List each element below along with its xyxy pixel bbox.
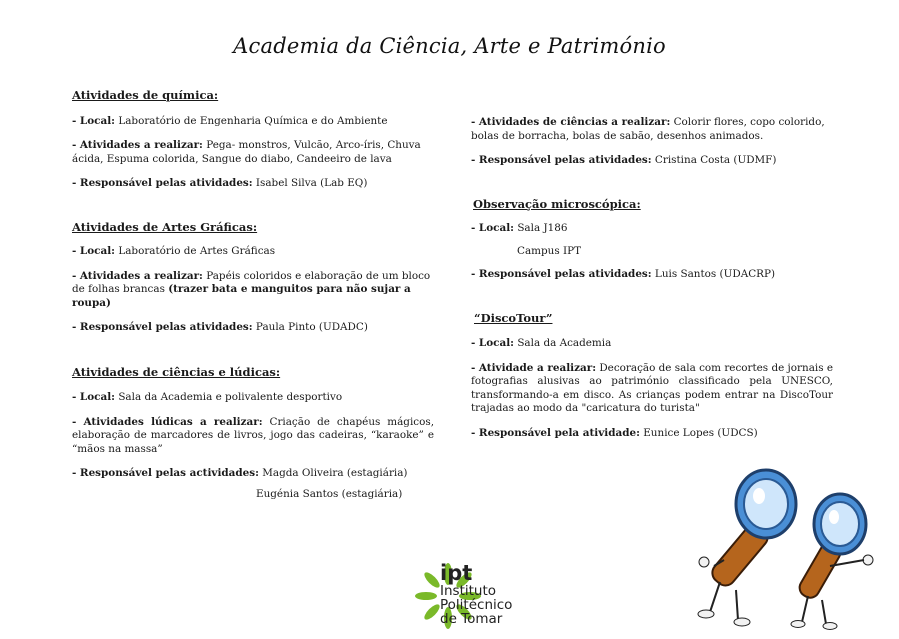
label: - Local: — [471, 222, 515, 234]
value: Pega- monstros, Vulcão, Arco-íris, Chuva ácida, Espuma colorida, Sangue do diabo, Candeeiro de lava — [72, 139, 421, 165]
value: Papéis coloridos e elaboração de um bloco de folhas brancas — [72, 269, 431, 295]
science-activities — [471, 116, 833, 143]
logo-line-1: Instituto — [440, 583, 497, 599]
label: - Atividade a realizar: — [471, 361, 597, 374]
sciences-ludic-responsible-2: Eugénia Santos (estagiária) — [256, 487, 403, 500]
value: Decoração de sala com recortes de jornais e fotografias alusivas ao património classificado pela UNESCO, transformando-a em disco. As crianças podem entrar na DiscoTour trajadas ao modo da "caricatura do turista" — [471, 361, 833, 414]
section-heading-graphic-arts: Atividades de Artes Gráficas: — [72, 219, 258, 234]
graphic-arts-responsible — [72, 321, 434, 335]
discotour-local — [471, 337, 833, 351]
label: - Responsável pela atividade: — [471, 426, 640, 439]
value: Criação de chapéus mágicos, elaboração de marcadores de livros, jogo das cadeiras, “karaoke” e “mãos na massa” — [72, 415, 434, 455]
value: Luis Santos (UDACRP) — [651, 268, 776, 280]
value: Paula Pinto (UDADC) — [252, 321, 368, 333]
right-column — [471, 116, 833, 440]
value: Laboratório de Engenharia Química e do Ambiente — [115, 114, 388, 127]
section-heading-discotour: “DiscoTour” — [474, 310, 553, 325]
sciences-ludic-local — [72, 391, 434, 405]
value: Cristina Costa (UDMF) — [651, 154, 777, 166]
section-heading-sciences-ludic: Atividades de ciências e lúdicas: — [72, 364, 281, 379]
value: Sala da Academia e polivalente desportivo — [115, 391, 343, 403]
label: - Local: — [471, 337, 515, 349]
value: Isabel Silva (Lab EQ) — [252, 177, 368, 189]
sciences-ludic-responsible — [72, 467, 434, 481]
chemistry-local — [72, 115, 434, 129]
label: - Responsável pelas actividades: — [72, 467, 259, 479]
chemistry-activities — [72, 139, 434, 166]
label: - Responsável pelas atividades: — [72, 321, 253, 333]
section-heading-chemistry: Atividades de química: — [72, 88, 219, 102]
value: Sala da Academia — [514, 337, 612, 349]
label: - Local: — [72, 391, 116, 403]
label: - Atividades de ciências a realizar: — [471, 116, 671, 128]
microscopy-responsible — [471, 268, 833, 282]
label: - Responsável pelas atividades: — [471, 268, 652, 280]
note: (trazer bata e manguitos para não sujar a roupa) — [72, 283, 411, 309]
value: Sala J186 — [514, 222, 568, 234]
label: - Atividades a realizar: — [72, 269, 203, 282]
sciences-ludic-activities — [72, 416, 434, 457]
page-title: Academia da Ciência, Arte e Património — [233, 34, 666, 58]
value: Colorir flores, copo colorido, bolas de borracha, bolas de sabão, desenhos animados. — [471, 116, 825, 142]
value: Eunice Lopes (UDCS) — [639, 426, 758, 439]
label: - Atividades lúdicas a realizar: — [72, 415, 263, 428]
logo-line-3: de Tomar — [440, 611, 503, 627]
left-column — [72, 89, 434, 501]
value: Laboratório de Artes Gráficas — [115, 245, 276, 257]
graphic-arts-local — [72, 245, 434, 259]
label: - Local: — [72, 114, 116, 127]
science-responsible — [471, 154, 833, 168]
graphic-arts-activities — [72, 270, 434, 311]
label: - Atividades a realizar: — [72, 139, 203, 151]
microscopy-local — [471, 222, 833, 236]
ipt-logo-text — [440, 562, 512, 626]
value: Magda Oliveira (estagiária) — [258, 467, 408, 479]
discotour-responsible — [471, 427, 833, 441]
magnifier-mascots-icon — [690, 462, 890, 632]
logo-line-2: Politécnico — [440, 597, 513, 613]
label: - Responsável pelas atividades: — [72, 177, 253, 189]
section-heading-microscopy: Observação microscópica: — [473, 196, 641, 211]
label: - Responsável pelas atividades: — [471, 154, 652, 166]
label: - Local: — [72, 245, 116, 257]
discotour-activities — [471, 362, 833, 416]
chemistry-responsible — [72, 177, 434, 191]
microscopy-local-2: Campus IPT — [517, 244, 582, 257]
logo-abbr: ipt — [440, 561, 473, 585]
